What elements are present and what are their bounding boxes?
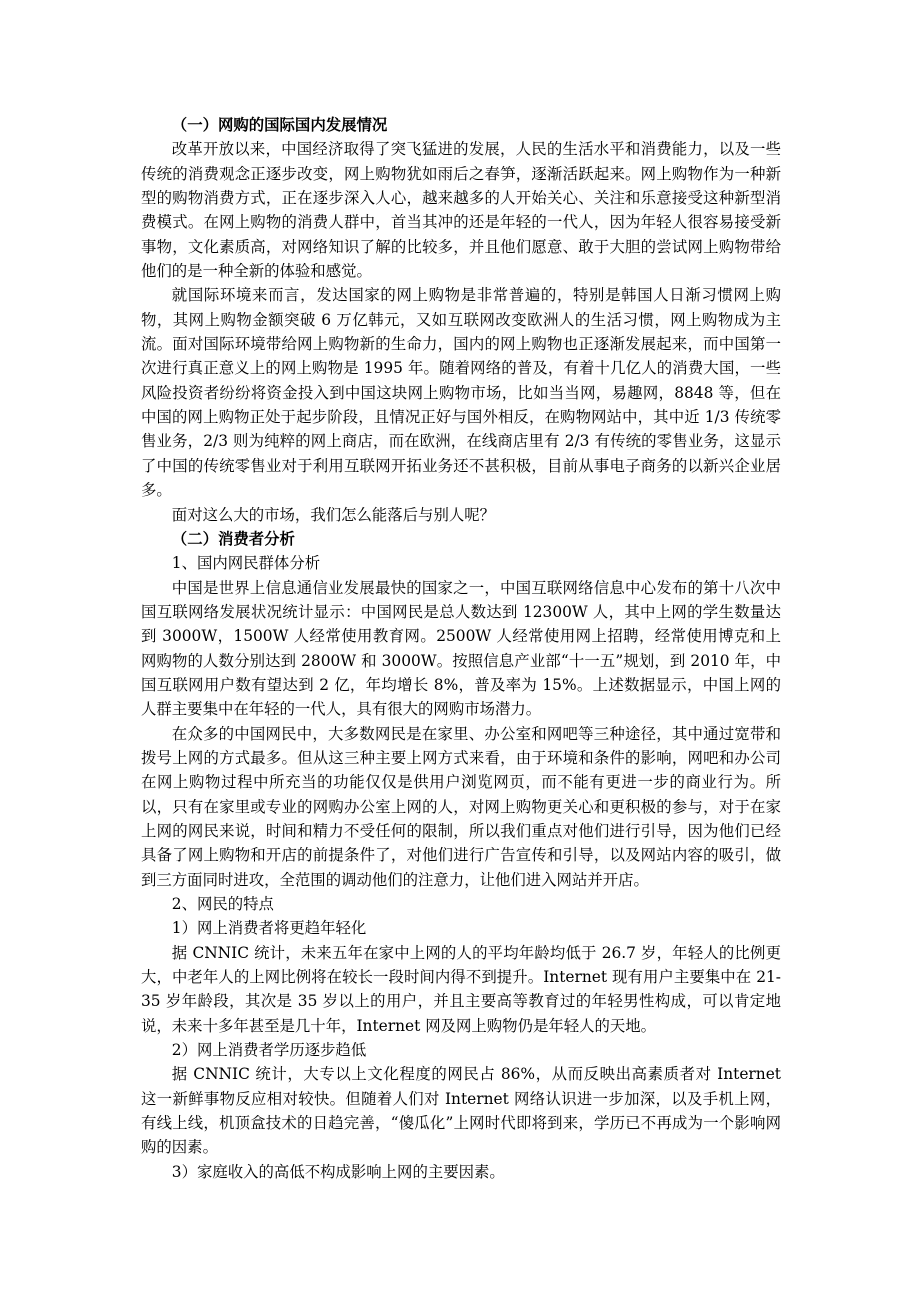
subsection-2-title: 2、网民的特点 — [171, 895, 274, 913]
subsection-1-paragraph-2: 在众多的中国网民中，大多数网民是在家里、办公室和网吧等三种途径，其中通过宽带和拨号上网的方式最多。但从这三种主要上网方式来看，由于环境和条件的影响，网吧和办公司在网上购物过程中所充当的功能仅仅是供用户浏览网页，而不能有更进一步的商业行为。所以，只有在家里或专业的网购办公室上网的人，对网上购物更关心和更积极的参与，对于在家上网的网民来说，时间和精力不受任何的限制，所以我们重点对他们进行引导，因为他们已经具备了网上购物和开店的前提条件了，对他们进行广告宣传和引导，以及网站内容的吸引，做到三方面同时进攻，全范围的调动他们的注意力，让他们进入网站并开店。 — [141, 724, 781, 889]
section-1-heading: （一）网购的国际国内发展情况 — [171, 116, 388, 134]
point-1-title: 1）网上消费者将更趋年轻化 — [171, 919, 367, 938]
point-2-text: 据 CNNIC 统计，大专以上文化程度的网民占 86%，从而反映出高素质者对 Internet 这一新鲜事物反应相对较快。但随着人们对 Internet 网络认识进一步加深，以及手机上网，有线上线，机顶盒技术的日趋完善，“傻瓜化”上网时代即将到来，学历已不再成为一个影响网购的因素。 — [141, 1065, 781, 1157]
section-2-heading: （二）消费者分析 — [171, 529, 295, 548]
point-1-text: 据 CNNIC 统计，未来五年在家中上网的人的平均年龄均低于 26.7 岁，年轻人的比例更大，中老年人的上网比例将在较长一段时间内得不到提升。Internet 现有用户主要集中在 21-35 岁年龄段，其次是 35 岁以上的用户，并且主要高等教育过的年轻男性构成，可以肯定地说，未来十多年甚至是几十年，Internet 网及网上购物仍是年轻人的天地。 — [141, 943, 781, 1035]
document-page — [141, 113, 781, 1184]
subsection-1-paragraph-1: 中国是世界上信息通信业发展最快的国家之一，中国互联网络信息中心发布的第十八次中国互联网络发展状况统计显示：中国网民是总人数达到 12300W 人，其中上网的学生数量达到 3000W，1500W 人经常使用教育网。2500W 人经常使用网上招聘，经常使用博克和上网购物的人数分别达到 2800W 和 3000W。按照信息产业部“十一五”规划，到 2010 年，中国互联网用户数有望达到 2 亿，年均增长 8%，普及率为 15%。上述数据显示，中国上网的人群主要集中在年轻的一代人，具有很大的网购市场潜力。 — [141, 578, 781, 719]
section-1-paragraph-2: 就国际环境来而言，发达国家的网上购物是非常普遍的，特别是韩国人日渐习惯网上购物，其网上购物金额突破 6 万亿韩元，又如互联网改变欧洲人的生活习惯，网上购物成为主流。面对国际环境带给网上购物新的生命力，国内的网上购物也正逐渐发展起来，而中国第一次进行真正意义上的网上购物是 1995 年。随着网络的普及，有着十几亿人的消费大国，一些风险投资者纷纷将资金投入到中国这块网上购物市场，比如当当网，易趣网，8848 等，但在中国的网上购物正处于起步阶段，且情况正好与国外相反，在购物网站中，其中近 1/3 传统零售业务，2/3 则为纯粹的网上商店，而在欧洲，在线商店里有 2/3 有传统的零售业务，这显示了中国的传统零售业对于利用互联网开拓业务还不甚积极，目前从事电子商务的以新兴企业居多。 — [141, 286, 781, 500]
point-3-title: 3）家庭收入的高低不构成影响上网的主要因素。 — [171, 1162, 505, 1181]
section-1-paragraph-3: 面对这么大的市场，我们怎么能落后与别人呢？ — [171, 505, 496, 524]
point-2-title: 2）网上消费者学历逐步趋低 — [171, 1041, 367, 1060]
section-1-paragraph-1: 改革开放以来，中国经济取得了突飞猛进的发展，人民的生活水平和消费能力，以及一些传统的消费观念正逐步改变，网上购物犹如雨后之春笋，逐渐活跃起来。网上购物作为一种新型的购物消费方式，正在逐步深入人心，越来越多的人开始关心、关注和乐意接受这种新型消费模式。在网上购物的消费人群中，首当其冲的还是年轻的一代人，因为年轻人很容易接受新事物，文化素质高，对网络知识了解的比较多，并且他们愿意、敢于大胆的尝试网上购物带给他们的是一种全新的体验和感觉。 — [141, 140, 781, 281]
subsection-1-title: 1、国内网民群体分析 — [171, 554, 321, 573]
